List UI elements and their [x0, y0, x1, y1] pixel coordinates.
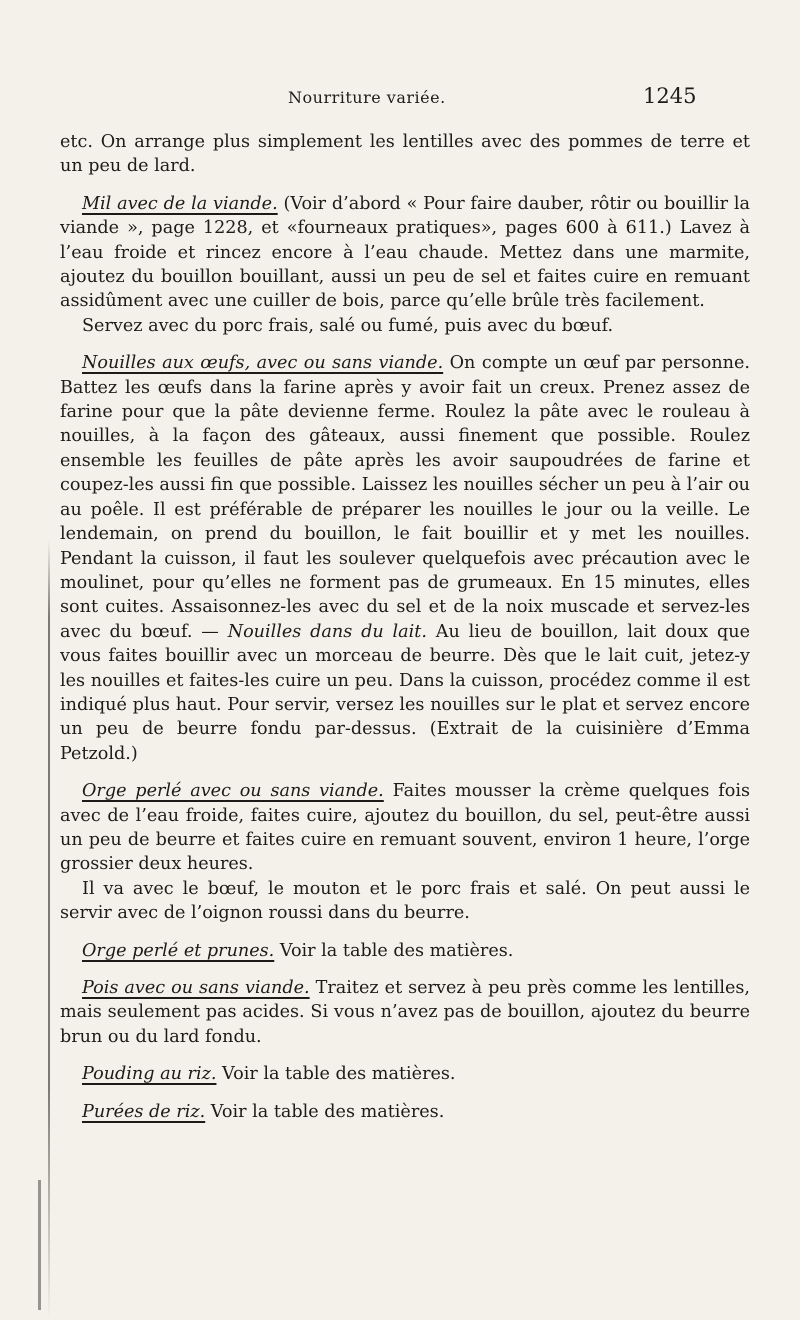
page-body [60, 130, 750, 1124]
paragraph-pois [60, 976, 750, 1049]
paragraph-lentilles-end [60, 130, 750, 179]
paragraph-text: Voir la table des matières. [205, 1101, 445, 1122]
paragraph-orge-serve [60, 877, 750, 926]
paragraph-text: etc. On arrange plus simplement les lentilles avec des pommes de terre et un peu de lard. [60, 132, 750, 177]
paragraph-text: Traitez et servez à peu près comme les lentilles, mais seulement pas acides. Si vous n’avez pas de bouillon, ajoutez du beurre brun ou du lard fondu. [60, 978, 750, 1047]
scan-margin-shadow-lower [38, 1180, 41, 1310]
paragraph-mil [60, 192, 750, 314]
recipe-heading-mil: Mil avec de la viande. [82, 193, 278, 214]
paragraph-orge [60, 779, 750, 877]
paragraph-text: On compte un œuf par personne. Battez les œufs dans la farine après y avoir fait un creux. Prenez assez de farine pour que la pâte devienne ferme. Roulez la pâte avec le rouleau à nouilles, à la façon des gâteaux, aussi finement que possible. Roulez ensemble les feuilles de pâte après les avoir saupoudrées de farine et coupez-les aussi fin que possible. Laissez les nouilles sécher un peu à l’air ou au poêle. Il est préférable de préparer les nouilles le jour ou la veille. Le lendemain, on prend du bouillon, le fait bouillir et y met les nouilles. Pendant la cuisson, il faut les soulever quelquefois avec précaution avec le moulinet, pour qu’elles ne forment pas de grumeaux. En 15 minutes, elles sont cuites. Assaisonnez-les avec du sel et de la noix muscade et servez-les avec du bœuf. — [60, 353, 751, 642]
recipe-heading-pois: Pois avec ou sans viande. [82, 978, 310, 998]
paragraph-text: Voir la table des matières. [274, 940, 514, 961]
scan-margin-shadow [48, 540, 50, 1320]
paragraph-orge-prunes [60, 939, 750, 963]
page-number: 1245 [643, 84, 697, 108]
paragraph-purees [60, 1100, 750, 1124]
recipe-heading-orge-prunes: Orge perlé et prunes. [82, 940, 275, 961]
paragraph-text: Faites mousser la crème quelques fois avec de l’eau froide, faites cuire, ajoutez du bouillon, du sel, peut-être aussi un peu de beurre et faites cuire en remuant souvent, environ 1 heure, l’orge grossier deux heures. [60, 781, 751, 875]
recipe-heading-pouding: Pouding au riz. [82, 1064, 217, 1085]
paragraph-pouding [60, 1062, 750, 1086]
paragraph-text: Au lieu de bouillon, lait doux que vous faites bouillir avec un morceau de beurre. Dès que le lait cuit, jetez-y les nouilles et faites-les cuire un peu. Dans la cuisson, procédez comme il est indiqué plus haut. Pour servir, versez les nouilles sur le plat et servez encore un peu de beurre fondu par-dessus. (Extrait de la cuisinière d’Emma Petzold.) [60, 621, 751, 764]
recipe-heading-nouilles-lait: Nouilles dans du lait. [227, 621, 427, 642]
paragraph-text: Il va avec le bœuf, le mouton et le porc frais et salé. On peut aussi le servir avec de l’oignon roussi dans du beurre. [60, 878, 750, 924]
paragraph-text: (Voir d’abord « Pour faire dauber, rôtir ou bouillir la viande », page 1228, et «fourneaux pratiques», pages 600 à 611.) Lavez à l’eau froide et rincez encore à l’eau chaude. Mettez dans une marmite, ajoutez du bouillon bouillant, aussi un peu de sel et faites cuire en remuant assidûment avec une cuiller de bois, parce qu’elle brûle très facilement. [60, 193, 751, 312]
page-header [0, 84, 800, 114]
recipe-heading-nouilles: Nouilles aux œufs, avec ou sans viande. [82, 353, 444, 374]
paragraph-text: Voir la table des matières. [216, 1064, 456, 1085]
recipe-heading-orge: Orge perlé avec ou sans viande. [82, 781, 384, 802]
paragraph-mil-serve [60, 314, 750, 338]
running-title: Nourriture variée. [288, 88, 446, 107]
paragraph-nouilles [60, 351, 750, 766]
paragraph-text: Servez avec du porc frais, salé ou fumé, puis avec du bœuf. [82, 315, 614, 336]
recipe-heading-purees: Purées de riz. [82, 1101, 206, 1122]
